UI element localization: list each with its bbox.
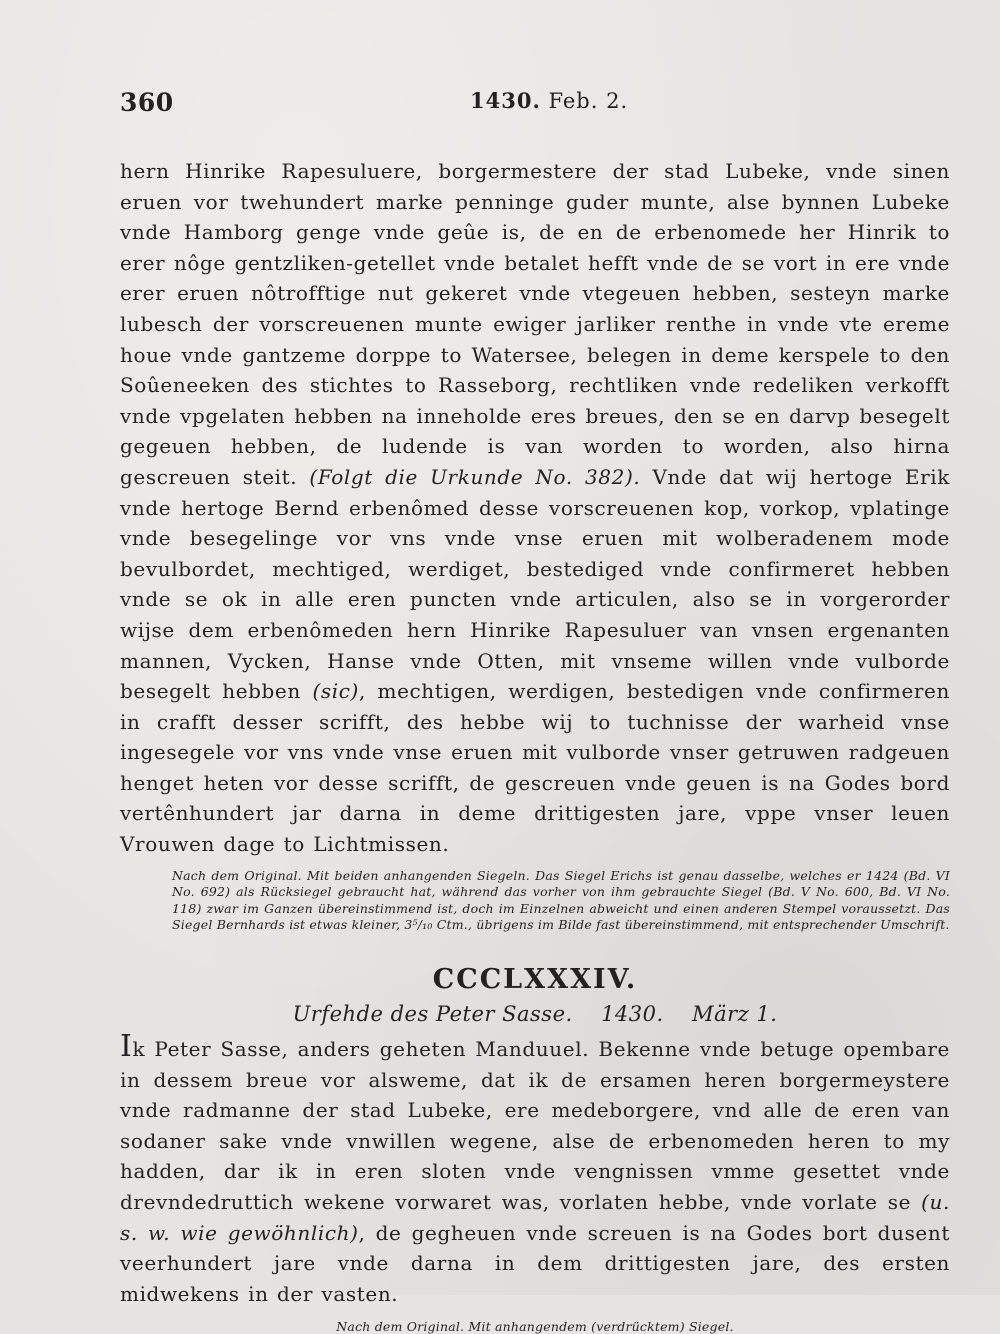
document-382-body (120, 156, 950, 860)
urfehde-text-part1: k Peter Sasse, anders geheten Manduuel. Bekenne vnde betuge opembare in dessem breue vor alsweme, dat ik de ersamen heren borgermeystere vnde radmanne der stad Lubeke, ere medeborgere, vnd alle de eren van sodaner sake vnde vnwillen wegene, alse de erbenomeden heren to my hadden, dar ik in eren sloten vnde vengnissen vmme gesettet vnde drevndedruttich wekene vorwaret was, vorlaten hebbe, vnde vorlate se (120, 1037, 950, 1214)
running-head (120, 88, 950, 124)
urkunde-reference: (Folgt die Urkunde No. 382). (309, 464, 641, 489)
body-text-part1: hern Hinrike Rapesuluere, borgermestere der stad Lubeke, vnde sinen eruen vor twehundert marke penninge guder munte, alse bynnen Lubeke vnde Hamborg genge vnde geûe is, de en de erbenomede her Hinrik to erer nôge gentzliken-getellet vnde betalet hefft vnde de se vort in ere vnde erer eruen nôtrofftige nut gekeret vnde vtegeuen hebben, sesteyn marke lubesch der vorscreuenen munte ewiger jarliker renthe in vnde vte ereme houe vnde gantzeme dorppe to Watersee, belegen in deme kerspele to den Soûeneeken des stichtes to Rasseborg, rechtliken vnde redeliken verkofft vnde vpgelaten hebben na inneholde eres breues, den se en darvp besegelt gegeuen hebben, de ludende is van worden to worden, also hirna gescreuen steit. (120, 159, 950, 489)
body-text-part3: , mechtigen, werdigen, bestedigen vnde confirmeren in crafft desser scrifft, des hebbe wij to tuchnisse der warheid vnse ingesegele vor vns vnde vnse eruen mit vulborde vnser getruwen radgeuen henget heten vor desse scrifft, de gescreuen vnde geuen is na Godes bord vertênhundert jar darna in deme drittigesten jare, vppe vnser leuen Vrouwen dage to Lichtmissen. (120, 679, 950, 857)
document-number-heading: CCCLXXXIV. (432, 964, 638, 996)
page-number: 360 (120, 88, 174, 117)
header-date (470, 88, 628, 113)
sic-annotation: (sic) (312, 679, 359, 704)
title-date: März 1. (692, 1002, 778, 1027)
document-title (120, 1000, 950, 1028)
initial-letter: I (120, 1029, 133, 1065)
title-year: 1430. (601, 1002, 664, 1027)
title-name: Urfehde des Peter Sasse. (292, 1002, 573, 1027)
urfehde-text-part2: , de gegheuen vnde screuen is na Godes bort dusent veerhundert jare vnde darna in dem drittigesten jare, des ersten midwekens in der vasten. (120, 1220, 950, 1306)
body-text-part2: Vnde dat wij hertoge Erik vnde hertoge Bernd erbenômed desse vorscreuenen kop, vorkop, vplatinge vnde besegelinge vor vns vnde vnse eruen mit wolberadenem mode bevulbordet, mechtiged, werdiget, bestediged vnde confirmeret hebben vnde se ok in alle eren puncten vnde articulen, also se in vorgerorder wijse dem erbenômeden hern Hinrike Rapesuluer van vnsen ergenanten mannen, Vycken, Hanse vnde Otten, mit vnseme willen vnde vulborde besegelt hebben (120, 464, 950, 704)
header-month-day: Feb. 2. (548, 89, 629, 113)
header-year: 1430. (470, 88, 541, 113)
source-note: Nach dem Original. Mit anhangendem (verdrücktem) Siegel. (336, 1319, 734, 1334)
seal-footnote: Nach dem Original. Mit beiden anhangenden Siegeln. Das Siegel Erichs ist genau dasselbe, welches er 1424 (Bd. VI No. 692) als Rücksiegel gebraucht hat, während das vorher von ihm gebrauchte Siegel (Bd. V No. 600, Bd. VI No. 118) zwar im Ganzen übereinstimmend ist, doch im Einzelnen abweicht und einen anderen Stempel voraussetzt. Das Siegel Bernhards ist etwas kleiner, 3⁵/₁₀ Ctm., übrigens im Bilde fast übereinstimmend, mit entsprechender Umschrift. (172, 867, 950, 933)
document-384-body (120, 1029, 950, 1309)
usw-annotation: (u. s. w. wie gewöhnlich) (120, 1190, 950, 1245)
